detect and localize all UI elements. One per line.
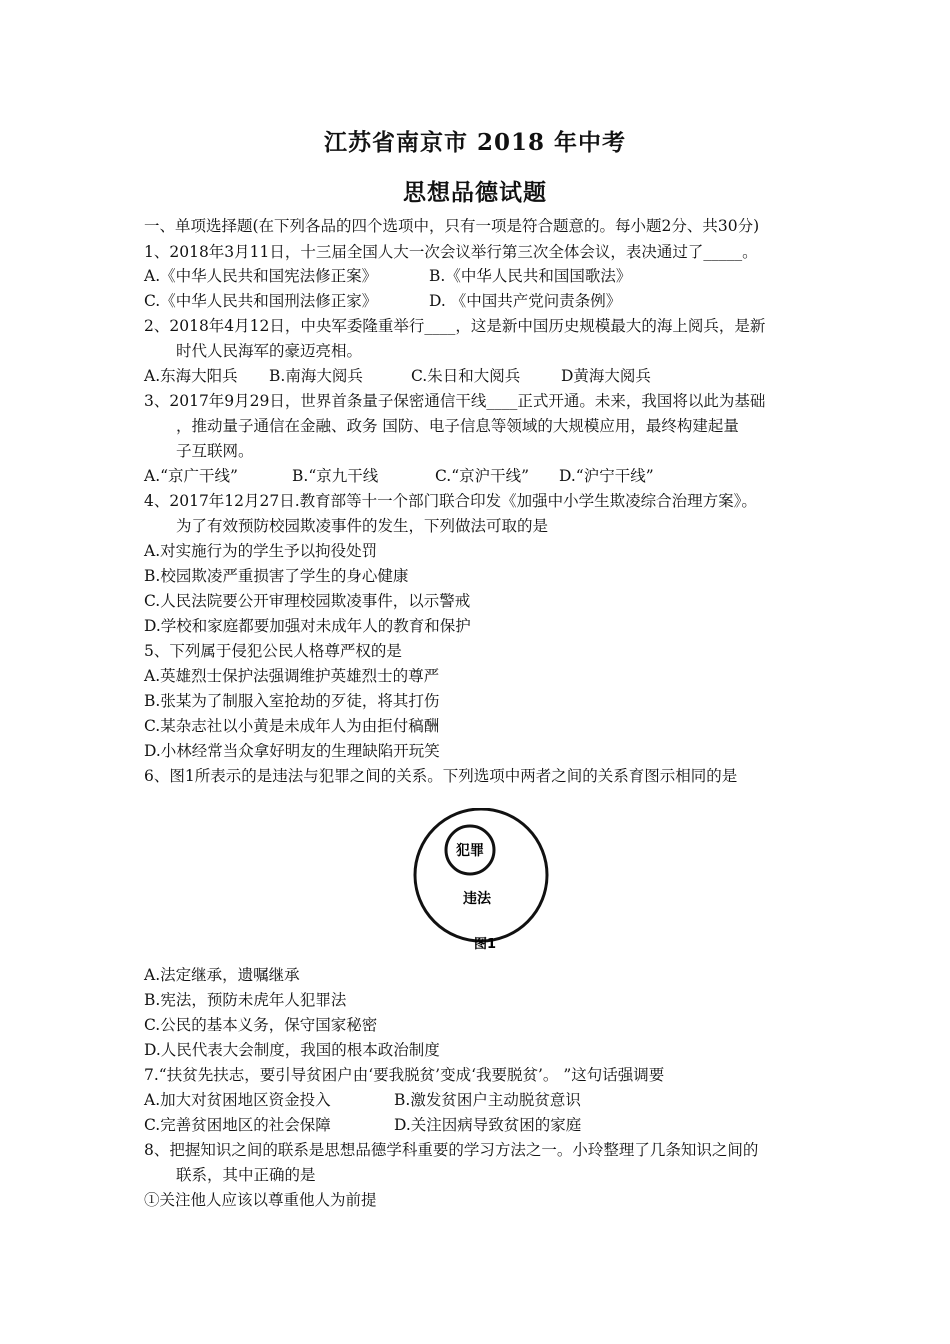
q3-option-a: A.“京广干线” (144, 467, 238, 485)
inner-label: 犯罪 (456, 843, 484, 859)
q2-options (144, 366, 651, 386)
q2-option-c: C.朱日和大阅兵 (411, 367, 521, 385)
q1-options-row2 (144, 291, 621, 311)
q4-stem-line2: 为了有效预防校园欺凌事件的发生，下列做法可取的是 (176, 517, 549, 535)
q2-stem-line1: 2、2018年4月12日，中央军委隆重举行____，这是新中国历史规模最大的海上阅兵，是新 (144, 317, 766, 335)
q2-option-b: B.南海大阅兵 (269, 367, 363, 385)
q2-stem-line2: 时代人民海军的豪迈亮相。 (176, 342, 363, 360)
q4-option-c: C.人民法院要公开审理校园欺凌事件，以示警戒 (144, 592, 471, 610)
q6-stem: 6、图1所表示的是违法与犯罪之间的关系。下列选项中两者之间的关系育图示相同的是 (144, 767, 738, 785)
q6-option-b: B.宪法，预防未虎年人犯罪法 (144, 991, 347, 1009)
q6-option-c: C.公民的基本义务，保守国家秘密 (144, 1016, 378, 1034)
q4-stem-line1: 4、2017年12月27日.教育部等十一个部门联合印发《加强中小学生欺凌综合治理方案》。 (144, 492, 757, 510)
venn-svg (403, 808, 563, 953)
q7-option-c: C.完善贫困地区的社会保障 (144, 1116, 331, 1134)
q5-stem: 5、下列属于侵犯公民人格尊严权的是 (144, 642, 402, 660)
q7-options-row2 (144, 1115, 581, 1135)
q3-stem-line2: ，推动量子通信在金融、政务 国防、电子信息等领域的大规模应用，最终构建起量 (176, 417, 739, 435)
q3-stem-line1: 3、2017年9月29日，世界首条量子保密通信干线____正式开通。未来，我国将以此为基础 (144, 392, 766, 410)
page-subtitle: 思想品德试题 (403, 179, 547, 206)
page-title: 江苏省南京市 2018 年中考 (323, 129, 627, 156)
q4-option-a: A.对实施行为的学生予以拘役处罚 (144, 542, 378, 560)
q1-option-a: A.《中华人民共和国宪法修正案》 (144, 267, 378, 285)
q1-option-d: D. 《中国共产党问责条例》 (429, 292, 622, 310)
q7-options-row1 (144, 1090, 581, 1110)
q8-stem-line1: 8、把握知识之间的联系是思想品德学科重要的学习方法之一。小玲整理了几条知识之间的 (144, 1141, 759, 1159)
q1-options-row1 (144, 266, 631, 286)
q7-option-d: D.关注因病导致贫困的家庭 (394, 1116, 582, 1134)
q1-option-c: C.《中华人民共和国刑法修正家》 (144, 292, 378, 310)
q4-option-b: B.校园欺凌严重损害了学生的身心健康 (144, 567, 409, 585)
q3-option-c: C.“京沪干线” (435, 467, 530, 485)
q7-stem: 7.“扶贫先扶志，要引导贫困户由‘要我脱贫’变成‘我要脱贫’。 ”这句话强调要 (144, 1066, 665, 1084)
q1-stem: 1、2018年3月11日，十三届全国人大一次会议举行第三次全体会议，表决通过了_____。 (144, 243, 758, 261)
q6-option-a: A.法定继承，遗嘱继承 (144, 966, 300, 984)
q7-option-a: A.加大对贫困地区资金投入 (144, 1091, 331, 1109)
q1-option-b: B.《中华人民共和国国歌法》 (429, 267, 632, 285)
outer-label: 违法 (463, 891, 491, 907)
section-heading: 一、单项选择题(在下列各品的四个选项中，只有一项是符合题意的。每小题2分、共30分) (144, 217, 760, 235)
q5-option-b: B.张某为了制服入室抢劫的歹徒，将其打伤 (144, 692, 440, 710)
q5-option-a: A.英雄烈士保护法强调维护英雄烈士的尊严 (144, 667, 440, 685)
figure-caption: 图1 (473, 937, 497, 952)
q4-option-d: D.学校和家庭都要加强对未成年人的教育和保护 (144, 617, 471, 635)
q5-option-d: D.小林经常当众拿好明友的生理缺陷开玩笑 (144, 742, 440, 760)
q2-option-a: A.东海大阳兵 (144, 367, 238, 385)
figure-1-venn-diagram (403, 808, 563, 953)
q8-stem-line2: 联系，其中正确的是 (176, 1166, 316, 1184)
q8-item-1: ①关注他人应该以尊重他人为前提 (144, 1191, 377, 1209)
q3-options (144, 466, 654, 486)
q6-option-d: D.人民代表大会制度，我国的根本政治制度 (144, 1041, 440, 1059)
q3-option-d: D.“沪宁干线” (559, 467, 654, 485)
q2-option-d: D黄海大阅兵 (561, 367, 651, 385)
q3-stem-line3: 子互联网。 (176, 442, 254, 460)
q5-option-c: C.某杂志社以小黄是未成年人为由拒付稿酬 (144, 717, 440, 735)
q3-option-b: B.“京九干线 (292, 467, 379, 485)
q7-option-b: B.激发贫困户主动脱贫意识 (394, 1091, 581, 1109)
